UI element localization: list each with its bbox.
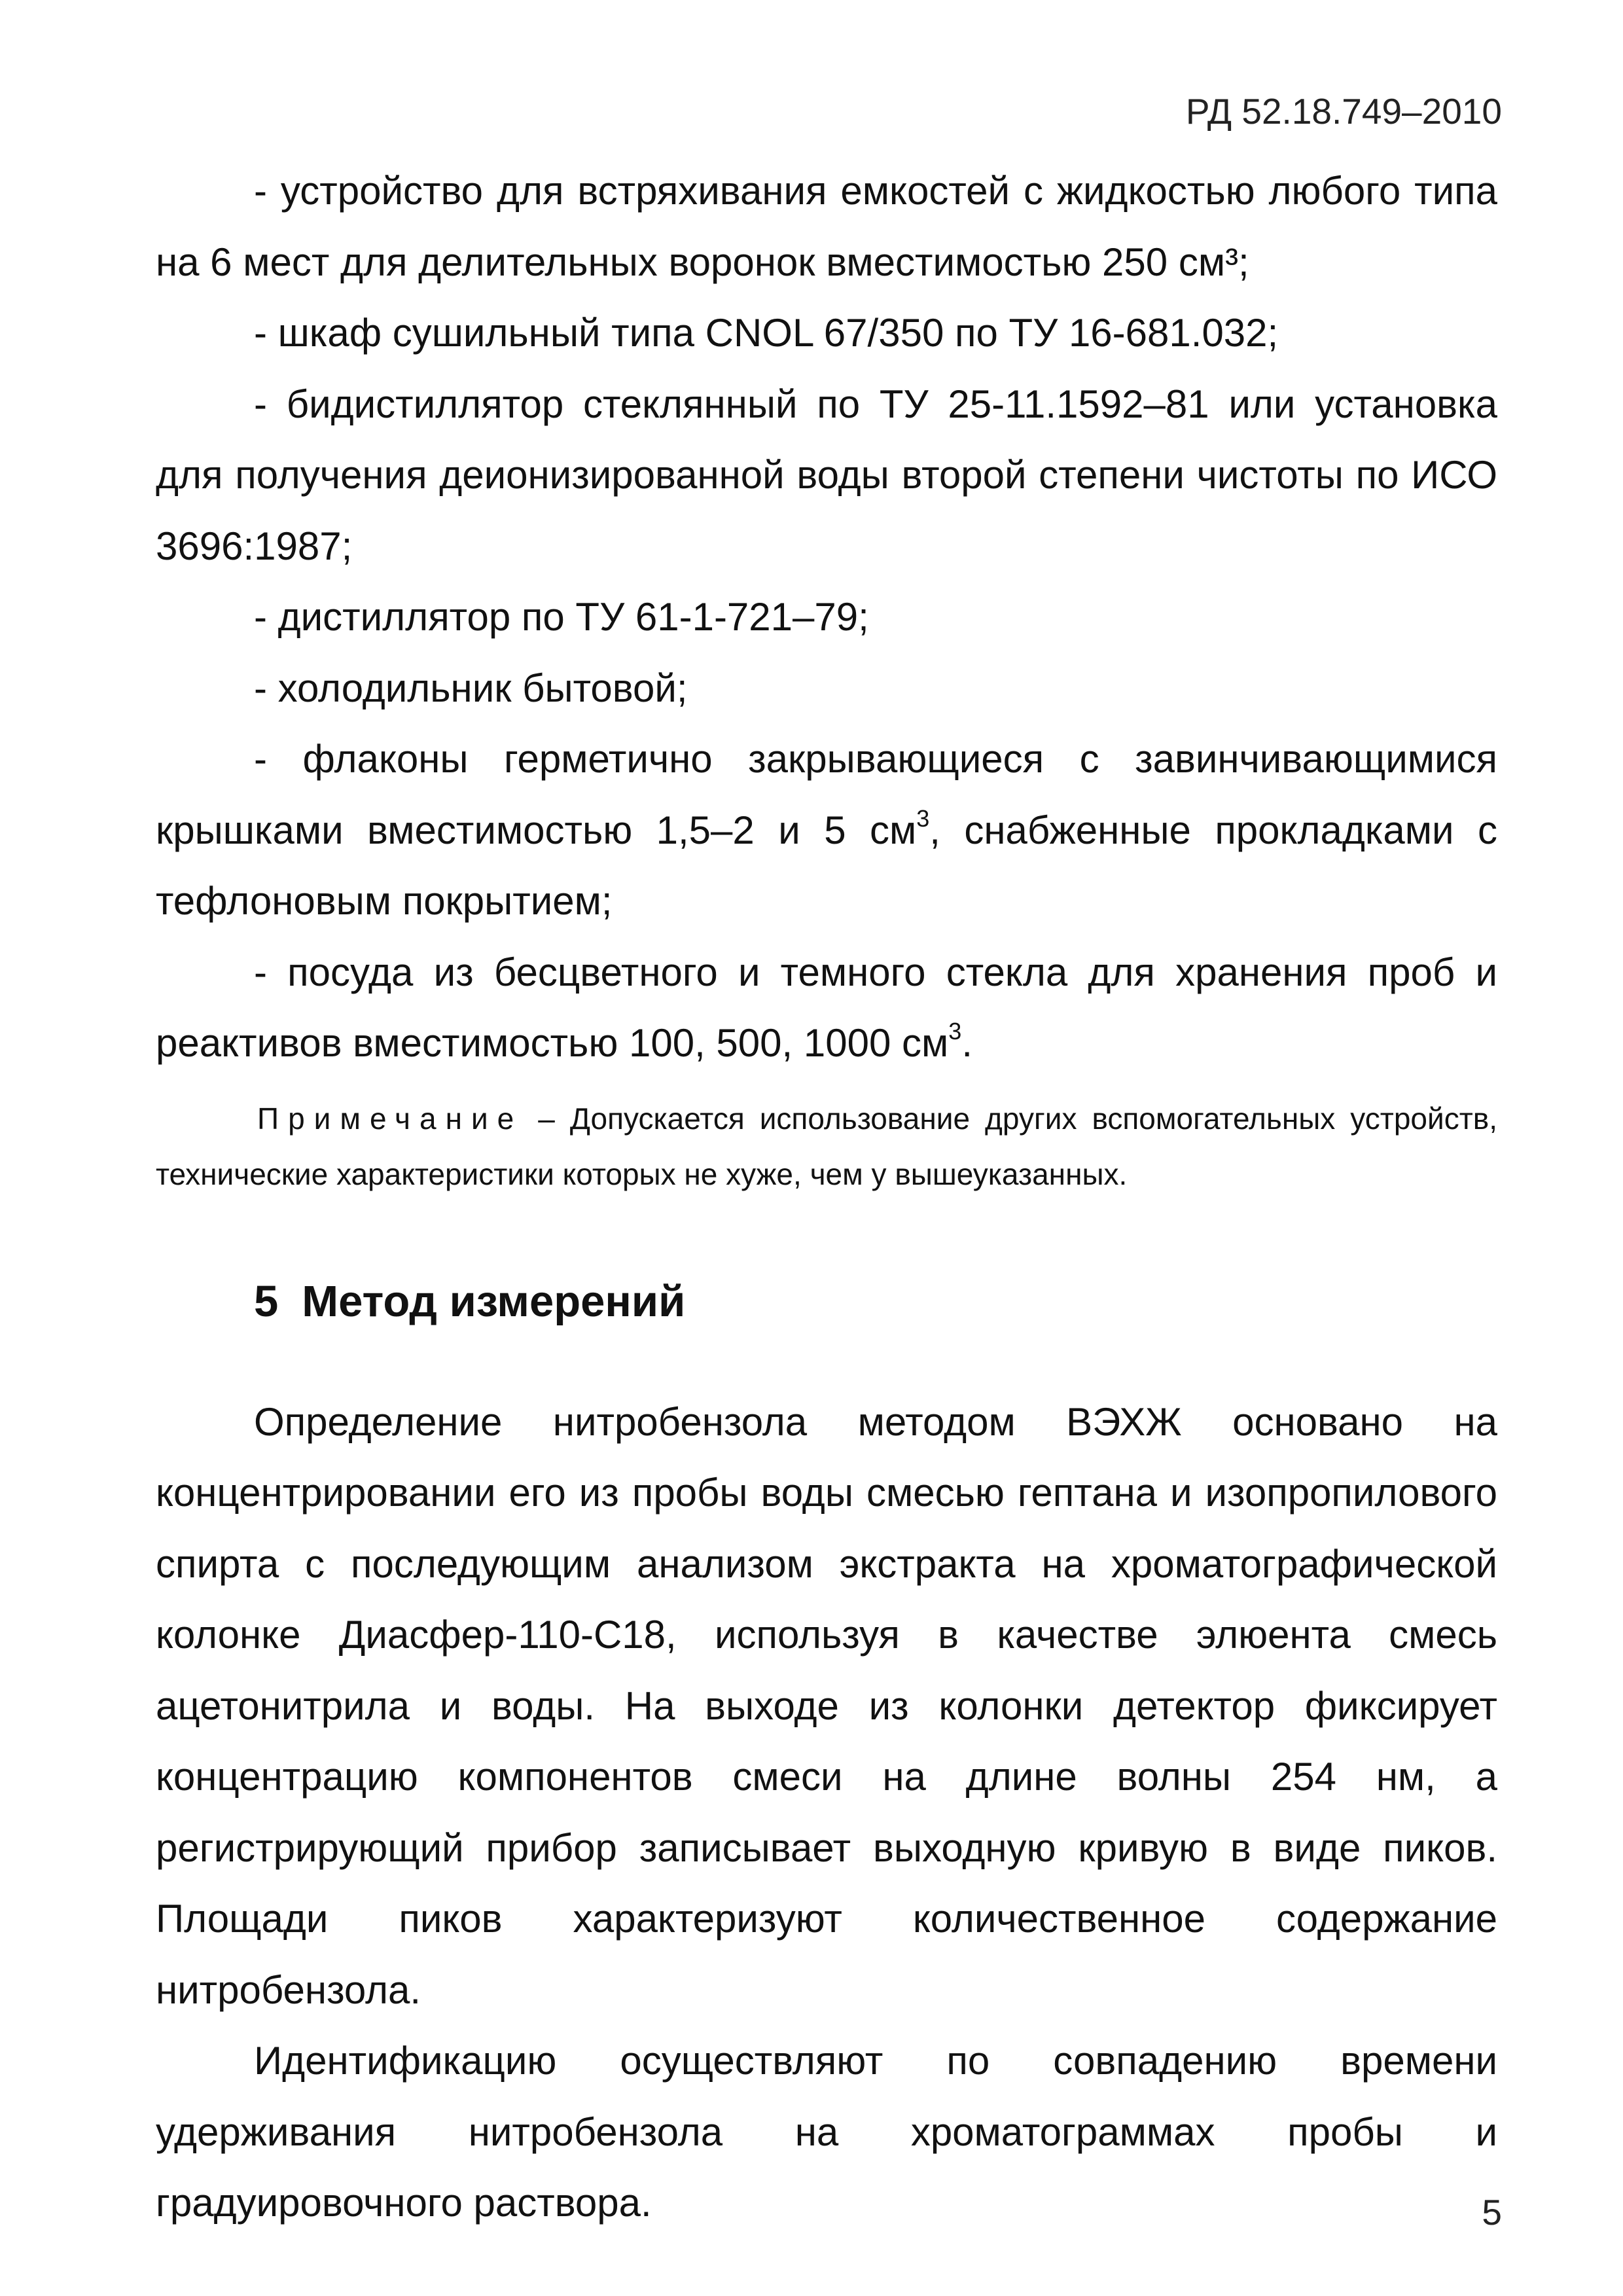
list-item: - устройство для встряхивания емкостей с жидкостью любого типа на 6 мест для делительных воронок вместимостью 250 см³; [156, 169, 1497, 284]
paragraph: Определение нитробензола методом ВЭХЖ основано на концентрировании его из пробы воды смесью гептана и изопропилового спирта с последующим анализом экстракта на хроматографической колонке Диасфер-110-С18, используя в качестве элюента смесь ацетонитрила и воды. На выходе из колонки детектор фиксирует концентрацию компонентов смеси на длине волны 254 нм, а регистрирующий прибор записывает выходную кривую в виде пиков. Площади пиков характеризуют количественное содержание нитробензола. [156, 1399, 1497, 2012]
paragraph: Идентификацию осуществляют по совпадению времени удерживания нитробензола на хроматограммах пробы и градуировочного раствора. [156, 2039, 1497, 2225]
note-text: – Допускается использование других вспомогательных устройств, технические характеристики которых не хуже, чем у вышеуказанных. [156, 1101, 1497, 1191]
document-code-header: РД 52.18.749–2010 [1185, 91, 1502, 132]
list-item: - бидистиллятор стеклянный по ТУ 25-11.1592–81 или установка для получения деионизированной воды второй степени чистоты по ИСО 3696:1987; [156, 382, 1497, 568]
list-item: - посуда из бесцветного и темного стекла для хранения проб и реактивов вместимостью 100, 500, 1000 $см^3$. [156, 950, 1497, 1065]
list-item: - холодильник бытовой; [254, 666, 688, 710]
page-content [156, 156, 1497, 2239]
section-body [156, 1387, 1497, 2239]
note-label: Примечание [257, 1101, 524, 1136]
page-number: 5 [1482, 2192, 1502, 2233]
superscript: 3 [948, 1018, 962, 1045]
note [156, 1091, 1497, 1202]
list-item: - дистиллятор по ТУ 61-1-721–79; [254, 595, 869, 639]
section-heading [156, 1276, 1497, 1328]
section-number: 5 [254, 1276, 279, 1326]
section-title: Метод измерений [302, 1276, 686, 1326]
superscript: 3 [916, 804, 930, 832]
equipment-list [156, 156, 1497, 1079]
list-item: - флаконы герметично закрывающиеся с завинчивающимися крышками вместимостью 1,5–2 и 5 $см^3$, снабженные прокладками с тефлоновым покрытием; [156, 737, 1498, 923]
list-item: - шкаф сушильный типа CNOL 67/350 по ТУ 16-681.032; [254, 311, 1279, 355]
